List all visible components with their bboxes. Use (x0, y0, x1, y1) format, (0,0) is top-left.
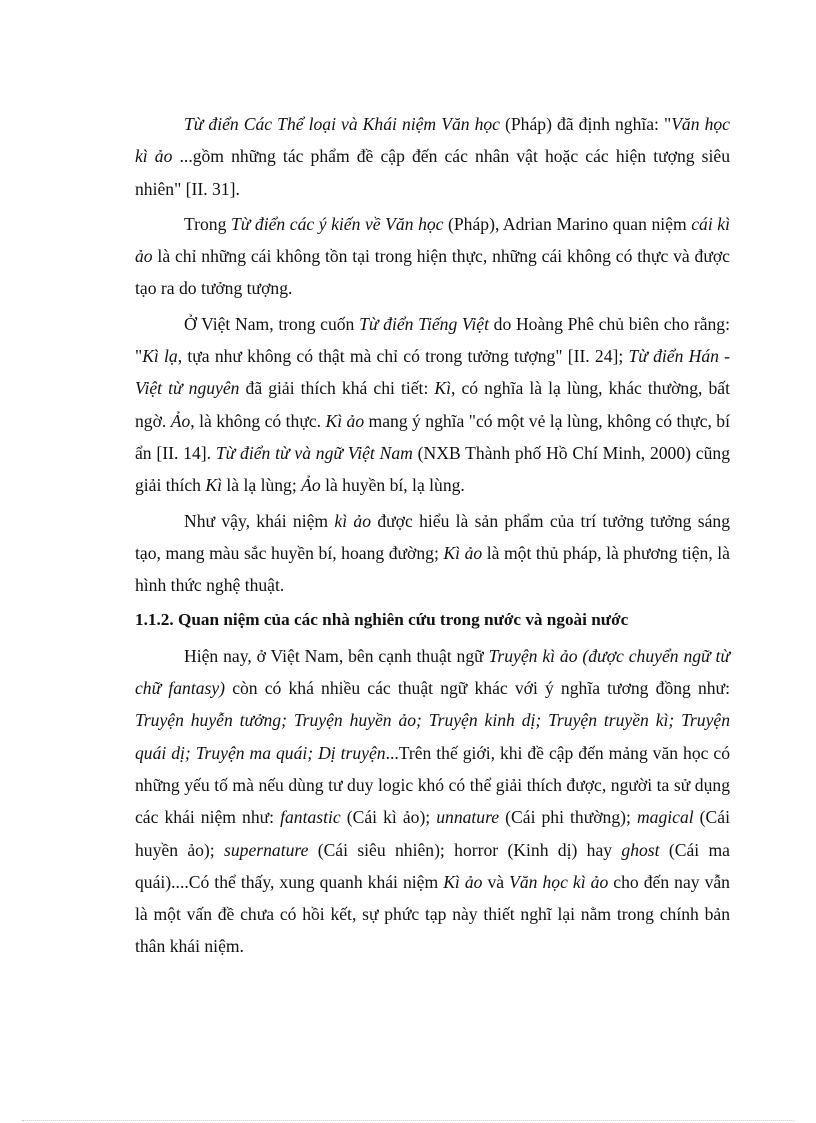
text-run: còn có khá nhiều các thuật ngữ khác với ý nghĩa tương đồng như: (225, 678, 730, 699)
text-run: là huyền bí, lạ lùng. (320, 475, 465, 496)
italic-text-run: unnature (436, 807, 500, 828)
italic-text-run: Kì ảo (443, 542, 483, 563)
paragraph-dictionary-genres (135, 108, 730, 205)
italic-text-run: Văn học kì ảo (135, 114, 730, 167)
text-run: cho đến nay vẫn là một vấn đề chưa có hồi kết, sự phức tạp này thiết nghĩ lại nằm trong chính bản thân khái niệm. (135, 871, 730, 957)
text-run: 1.1.2. Quan niệm của các nhà nghiên cứu trong nước và ngoài nước (135, 610, 629, 630)
text-run: (Pháp) đã định nghĩa: " (499, 114, 672, 134)
text-run: , tựa như không có thật mà chỉ có trong tưởng tượng" [II. 24]; (177, 346, 629, 367)
text-run: , là không có thực. (190, 410, 326, 431)
text-run: Ở Việt Nam, trong cuốn (184, 313, 360, 334)
text-run: là lạ lùng; (221, 475, 302, 496)
text-run: Như vậy, khái niệm (184, 510, 335, 531)
text-run: mang ý nghĩa "có một vẻ lạ lùng, không có thực, bí ẩn [II. 14]. (135, 410, 730, 463)
italic-text-run: Kì (434, 378, 452, 399)
italic-text-run: fantastic (280, 807, 341, 828)
italic-text-run: magical (636, 807, 694, 828)
italic-text-run: Từ điển Tiếng Việt (359, 313, 489, 334)
text-run: (Cái ma quái)....Có thể thấy, xung quanh khái niệm (135, 839, 730, 892)
text-run: (Cái phi thường); (499, 807, 637, 828)
text-run: (Cái kì ảo); (340, 807, 437, 828)
paragraph-marino (135, 208, 730, 305)
italic-text-run: Từ điển Các Thể loại và Khái niệm Văn học (184, 114, 500, 134)
italic-text-run: supernature (224, 839, 309, 860)
paragraph-terminology (135, 640, 730, 963)
italic-text-run: cái kì ảo (135, 213, 730, 267)
text-run: ...gồm những tác phẩm đề cập đến các nhân vật hoặc các hiện tượng siêu nhiên" [II. 31]. (135, 146, 730, 199)
italic-text-run: Từ điển các ý kiến về Văn học (230, 213, 444, 234)
italic-text-run: Từ điển từ và ngữ Việt Nam (215, 442, 413, 463)
paragraph-vietnam-dictionaries (135, 308, 730, 502)
paragraph-conclusion (135, 505, 730, 602)
text-run: (Cái siêu nhiên); horror (Kinh dị) hay (308, 839, 622, 860)
document-page (135, 108, 730, 966)
text-run: do Hoàng Phê chủ biên cho rằng: " (135, 313, 730, 367)
section-heading (135, 604, 730, 636)
italic-text-run: Từ điển Hán - Việt từ nguyên (135, 346, 731, 399)
text-run: , có nghĩa là lạ lùng, khác thường, bất ngờ. (135, 378, 730, 431)
italic-text-run: kì ảo (334, 510, 372, 531)
italic-text-run: Kì (205, 475, 222, 496)
text-run: Trong (184, 213, 231, 234)
text-run: (NXB Thành phố Hồ Chí Minh, 2000) cũng giải thích (135, 442, 730, 496)
text-run: là chỉ những cái không tồn tại trong hiện thực, những cái không có thực và được tạo ra do tưởng tượng. (135, 246, 730, 299)
text-run: (Cái huyền ảo); (135, 807, 730, 860)
italic-text-run: Truyện kì ảo (được chuyển ngữ từ chữ fantasy) (135, 645, 730, 699)
text-run: ...Trên thế giới, khi đề cập đến mảng văn học có những yếu tố mà nếu dùng tư duy logic khó có thể giải thích được, người ta sử dụng các khái niệm như: (135, 742, 730, 828)
text-run: đã giải thích khá chi tiết: (239, 378, 435, 399)
italic-text-run: Kì ảo (443, 871, 483, 892)
italic-text-run: Kì lạ (142, 346, 178, 367)
text-run: và (482, 871, 510, 892)
text-run: là một thủ pháp, là phương tiện, là hình thức nghệ thuật. (135, 542, 730, 596)
text-run: Hiện nay, ở Việt Nam, bên cạnh thuật ngữ (184, 645, 489, 666)
page-bottom-divider (22, 1120, 794, 1121)
italic-text-run: Ảo (301, 475, 321, 496)
text-run: được hiểu là sản phẩm của trí tưởng tưởng sáng tạo, mang màu sắc huyền bí, hoang đường; (135, 510, 730, 563)
italic-text-run: Truyện huyễn tưởng; Truyện huyền ảo; Truyện kinh dị; Truyện truyền kì; Truyện quái dị; Truyện ma quái; Dị truyện (135, 710, 730, 763)
italic-text-run: Văn học kì ảo (509, 871, 609, 892)
italic-text-run: ghost (621, 839, 660, 860)
italic-text-run: Kì ảo (325, 410, 365, 431)
text-run: (Pháp), Adrian Marino quan niệm (443, 213, 692, 234)
italic-text-run: Ảo (170, 410, 191, 431)
